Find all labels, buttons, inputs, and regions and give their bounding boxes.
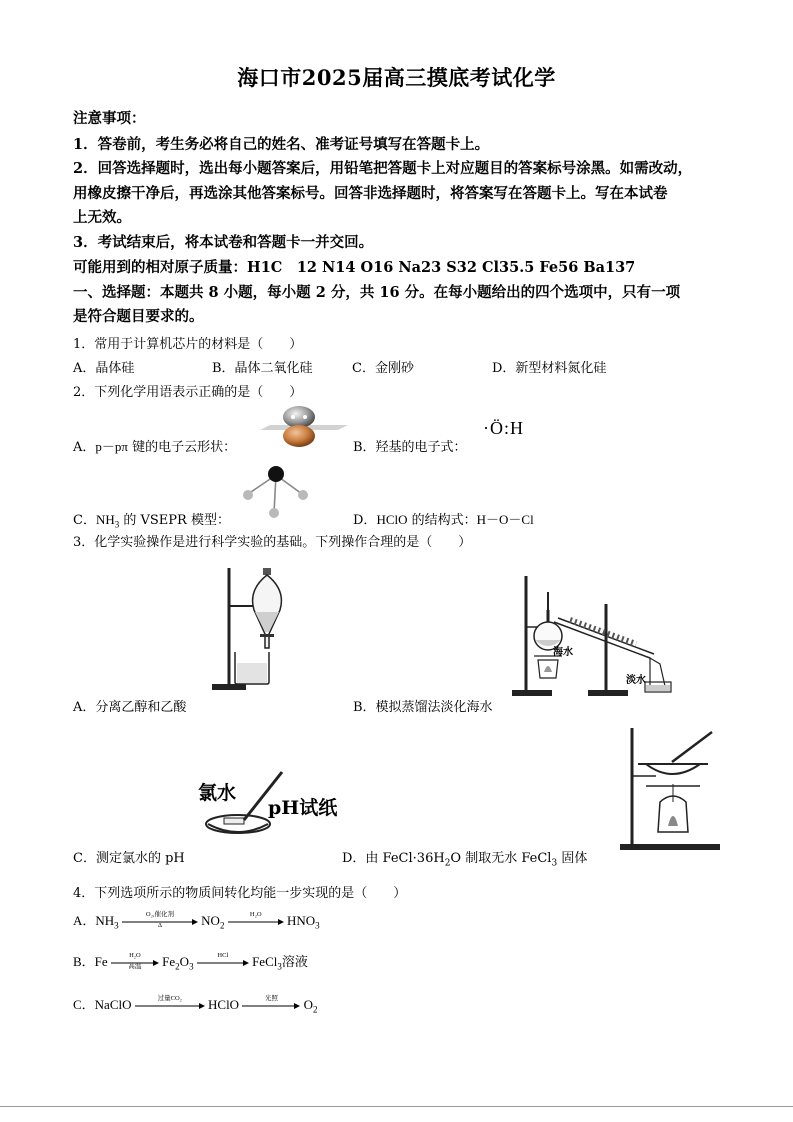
q4-option-c [73, 994, 317, 1015]
q2-option-c [73, 509, 230, 530]
q1-stem: 1．常用于计算机芯片的材料是（ ） [73, 337, 303, 352]
q3-d-suffix: 固体 [557, 851, 588, 866]
q1-option-b: B．晶体二氧化硅 [212, 361, 313, 376]
q4-b-substance-3-sub: 3 [277, 961, 282, 972]
atomic-masses: 可能用到的相对原子质量：H1C 12 N14 O16 Na23 S32 Cl35.5 Fe56 Ba137 [73, 259, 636, 276]
q3-stem: 3．化学实验操作是进行科学实验的基础。下列操作合理的是（ ） [73, 535, 472, 550]
q2-c-sub: 3 [114, 519, 120, 530]
q4-a-arrow-2 [228, 911, 284, 925]
q4-b-substance-2-sub: 2 [175, 961, 180, 972]
q2-c-text: 的 VSEPR 模型： [119, 513, 230, 528]
ph-paper-label: pH试纸 [268, 797, 338, 819]
q4-b-prefix: B． [73, 954, 95, 969]
q2-a-text: 键的电子云形状： [127, 440, 237, 455]
q4-stem: 4．下列选项所示的物质间转化均能一步实现的是（ ） [73, 886, 407, 901]
q4-c-arrow-1 [135, 995, 205, 1009]
q2-option-d [353, 509, 534, 528]
q4-a-arrow-2-condition-top: H₂O [249, 911, 262, 919]
hydroxyl-electron-formula: ·Ö:H [483, 418, 524, 438]
q2-d-formula: HClO [376, 512, 408, 527]
seawater-label: 海水 [553, 647, 573, 658]
q4-b-substance-1: Fe [94, 954, 108, 969]
q4-c-prefix: C． [73, 997, 95, 1012]
chlorine-water-label: 氯水 [198, 782, 237, 804]
page-title: 海口市2025届高三摸底考试化学 [237, 65, 556, 90]
q4-a-substance-3: HNO [286, 913, 316, 928]
q3-option-a: A．分离乙醇和乙酸 [73, 700, 187, 715]
distillation-apparatus [510, 572, 680, 700]
q4-a-substance-1: NH [95, 913, 115, 928]
q1-option-d: D．新型材料氮化硅 [492, 361, 607, 376]
nh3-vsepr-model-illustration [238, 462, 312, 518]
q4-c-substance-2: HClO [208, 997, 240, 1012]
q3-option-d [342, 847, 587, 869]
notice-item-2-line-1: 2．回答选择题时，选出每小题答案后，用铅笔把答题卡上对应题目的答案标号涂黑。如需改动， [73, 160, 693, 177]
q1-option-c: C．金刚砂 [352, 361, 414, 376]
q4-b-substance-3: FeCl [252, 954, 278, 969]
q4-a-arrow-1-condition-top: O₂,催化剂 [145, 911, 174, 919]
separatory-funnel-apparatus [204, 560, 308, 696]
q4-a-substance-2-sub: 2 [219, 920, 225, 931]
q4-a-arrow-1 [122, 911, 198, 930]
notice-item-2-line-2: 用橡皮擦干净后，再选涂其他答案标号。回答非选择题时，将答案写在答题卡上。写在本试卷 [73, 185, 668, 202]
q4-b-arrow-1 [111, 952, 159, 971]
q2-a-formula: p－pπ [95, 439, 128, 454]
q4-b-substance-3-suffix: 溶液 [281, 954, 308, 969]
q4-b-substance-2: Fe [162, 954, 176, 969]
q4-a-substance-2: NO [201, 913, 220, 928]
q4-a-prefix: A． [73, 913, 96, 928]
q2-c-formula: NH [95, 512, 115, 527]
page-bottom-divider [0, 1106, 793, 1107]
q3-d-sub-1: 2 [444, 858, 451, 869]
notice-item-1: 1．答卷前，考生务必将自己的姓名、准考证号填写在答题卡上。 [73, 136, 490, 153]
q2-d-text: 的结构式： [407, 513, 477, 528]
q4-b-substance-2-oxygen-sub: 3 [189, 961, 194, 972]
q2-option-a [73, 436, 236, 455]
q4-c-substance-3-sub: 2 [312, 1004, 318, 1015]
notice-item-2-line-3: 上无效。 [73, 209, 131, 226]
q1-option-a: A．晶体硅 [73, 361, 135, 376]
section-1-intro-line-1: 一、选择题：本题共 8 小题，每小题 2 分，共 16 分。在每小题给出的四个选项中，只有一项 [73, 284, 681, 301]
p-p-pi-orbital-illustration [258, 405, 350, 447]
q3-option-c: C．测定氯水的 pH [73, 851, 185, 866]
q4-b-arrow-1-condition-top: H₂O [129, 952, 141, 960]
notice-item-3: 3．考试结束后，将本试卷和答题卡一并交回。 [73, 234, 374, 251]
q2-a-prefix: A． [73, 440, 96, 455]
q3-d-mid: O 制取无水 FeCl [450, 851, 552, 866]
q2-d-structural-formula: H－O－Cl [476, 512, 534, 527]
q4-c-arrow-2-condition-top: 光照 [264, 995, 278, 1003]
q4-b-arrow-2-condition-top: HCl [217, 952, 229, 960]
q2-stem: 2．下列化学用语表示正确的是（ ） [73, 385, 303, 400]
q4-c-substance-1: NaClO [94, 997, 132, 1012]
q4-c-arrow-2 [242, 995, 300, 1009]
q4-b-arrow-1-condition-bottom: 高温 [128, 963, 142, 971]
q4-option-a [73, 910, 320, 931]
q2-option-b: B．羟基的电子式： [353, 440, 467, 455]
section-1-intro-line-2: 是符合题目要求的。 [73, 308, 204, 325]
q4-a-substance-3-sub: 3 [315, 920, 320, 931]
q2-d-prefix: D． [353, 513, 377, 528]
q4-b-arrow-2 [197, 952, 249, 966]
notice-heading: 注意事项： [73, 110, 146, 127]
q4-a-arrow-1-condition-bottom: Δ [157, 922, 163, 930]
freshwater-label: 淡水 [626, 675, 646, 686]
q3-d-sub-2: 3 [551, 858, 558, 869]
q3-d-prefix: D．由 FeCl·36H [342, 851, 445, 866]
q4-c-arrow-1-condition-top: 过量CO₂ [157, 995, 182, 1003]
evaporation-apparatus [616, 724, 730, 852]
q3-option-b: B．模拟蒸馏法淡化海水 [353, 700, 493, 715]
q4-a-substance-1-sub: 3 [114, 920, 119, 931]
q4-b-substance-2-oxygen: O [179, 954, 190, 969]
q4-c-substance-3: O [303, 997, 313, 1012]
q4-option-b [73, 951, 308, 972]
q2-c-prefix: C． [73, 513, 96, 528]
